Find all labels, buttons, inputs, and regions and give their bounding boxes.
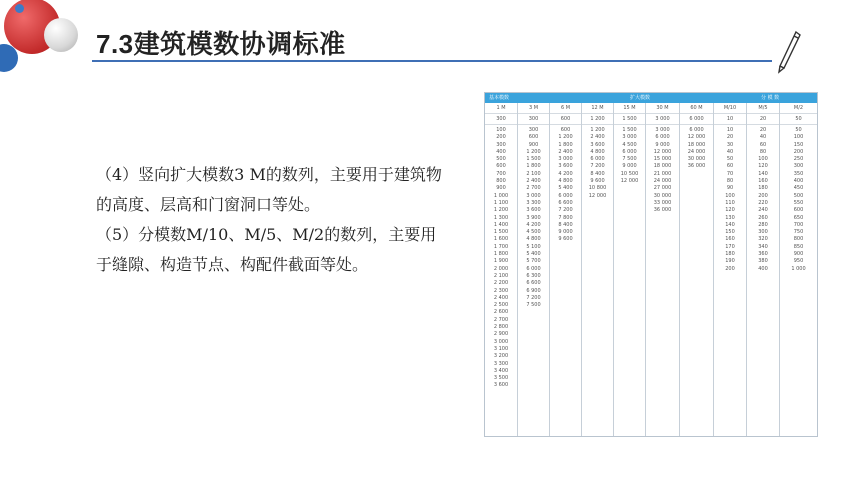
table-cell: 550 bbox=[793, 199, 804, 206]
table-cell: 2 400 bbox=[526, 178, 541, 185]
table-cell: 4 800 bbox=[558, 178, 573, 185]
table-cell: 100 bbox=[496, 127, 506, 133]
decorative-blue-dot bbox=[15, 4, 24, 13]
table-cell: 3 900 bbox=[526, 214, 541, 221]
column-values bbox=[550, 125, 581, 244]
table-cell: 700 bbox=[793, 221, 804, 228]
table-cell: 2 600 bbox=[493, 309, 509, 316]
paragraph-vertical-module: （4）竖向扩大模数3 M的数列，主要用于建筑物的高度、层高和门窗洞口等处。 bbox=[96, 165, 442, 214]
table-cell: 130 bbox=[725, 214, 735, 221]
table-cell: 12 000 bbox=[588, 192, 607, 199]
table-cell: 2 400 bbox=[493, 294, 509, 301]
table-cell: 4 500 bbox=[622, 141, 637, 148]
pencil-icon bbox=[776, 30, 802, 74]
table-cell: 50 bbox=[726, 156, 734, 163]
table-cell: 9 600 bbox=[590, 178, 605, 185]
group-header-sub: 分 模 数 bbox=[761, 95, 780, 101]
table-cell: 1 800 bbox=[493, 251, 509, 258]
column-header: 30 M bbox=[646, 103, 679, 114]
table-cell: 140 bbox=[758, 170, 768, 177]
table-cell: 500 bbox=[496, 156, 506, 163]
table-cell: 5 400 bbox=[526, 251, 541, 258]
table-cell: 4 500 bbox=[526, 229, 541, 236]
table-cell: 450 bbox=[793, 185, 804, 192]
table-cell: 18 000 bbox=[653, 163, 672, 170]
table-column bbox=[713, 103, 746, 436]
table-cell: 3 500 bbox=[493, 375, 509, 382]
column-header: M/10 bbox=[714, 103, 746, 114]
table-cell: 3 000 bbox=[526, 192, 541, 199]
table-cell: 70 bbox=[726, 170, 734, 177]
table-cell: 300 bbox=[528, 127, 539, 133]
table-cell: 300 bbox=[793, 163, 804, 170]
column-values bbox=[680, 125, 713, 171]
column-header: 3 M bbox=[518, 103, 549, 114]
table-cell: 250 bbox=[793, 156, 804, 163]
table-cell: 7 200 bbox=[526, 294, 541, 301]
table-cell: 900 bbox=[528, 141, 539, 148]
table-cell: 1 200 bbox=[493, 207, 509, 214]
table-cell: 36 000 bbox=[687, 163, 706, 170]
table-cell: 120 bbox=[758, 163, 768, 170]
table-cell: 6 000 bbox=[689, 127, 704, 133]
table-cell: 2 700 bbox=[493, 316, 509, 323]
table-cell: 200 bbox=[725, 265, 735, 272]
table-cell: 220 bbox=[758, 199, 768, 206]
table-cell: 20 bbox=[759, 127, 767, 133]
table-cell: 7 200 bbox=[558, 207, 573, 214]
table-cell: 10 500 bbox=[620, 170, 639, 177]
table-cell: 30 bbox=[726, 141, 734, 148]
table-cell: 800 bbox=[496, 178, 506, 185]
table-cell: 21 000 bbox=[653, 170, 672, 177]
table-cell: 1 200 bbox=[526, 148, 541, 155]
column-base-value: 300 bbox=[485, 114, 517, 125]
table-cell: 4 800 bbox=[526, 236, 541, 243]
table-cell: 2 000 bbox=[493, 265, 509, 272]
table-cell: 150 bbox=[725, 229, 735, 236]
table-cell: 7 200 bbox=[590, 163, 605, 170]
table-cell: 260 bbox=[758, 214, 768, 221]
table-cell: 1 700 bbox=[493, 243, 509, 250]
table-cell: 30 000 bbox=[653, 192, 672, 199]
table-cell: 1 300 bbox=[493, 214, 509, 221]
table-cell: 100 bbox=[793, 134, 804, 141]
table-cell: 2 400 bbox=[558, 148, 573, 155]
column-base-value: 300 bbox=[518, 114, 549, 125]
table-cell: 600 bbox=[528, 134, 539, 141]
table-cell: 3 000 bbox=[622, 134, 637, 141]
table-cell: 350 bbox=[793, 170, 804, 177]
table-cell: 500 bbox=[793, 192, 804, 199]
table-cell: 4 200 bbox=[526, 221, 541, 228]
table-cell: 1 800 bbox=[558, 141, 573, 148]
column-base-value: 20 bbox=[747, 114, 779, 125]
table-cell: 33 000 bbox=[653, 199, 672, 206]
table-cell: 360 bbox=[758, 251, 768, 258]
column-base-value: 3 000 bbox=[646, 114, 679, 125]
table-cell: 110 bbox=[725, 199, 735, 206]
table-cell: 2 500 bbox=[493, 302, 509, 309]
table-cell: 1 200 bbox=[590, 127, 605, 133]
table-cell: 180 bbox=[725, 251, 735, 258]
table-cell: 6 900 bbox=[526, 287, 541, 294]
table-cell: 1 400 bbox=[493, 221, 509, 228]
paragraph-sub-module: （5）分模数M/10、M/5、M/2的数列，主要用于缝隙、构造节点、构配件截面等处。 bbox=[96, 225, 437, 274]
table-cell: 3 600 bbox=[558, 163, 573, 170]
table-cell: 1 000 bbox=[791, 265, 806, 272]
body-text bbox=[96, 160, 446, 280]
table-cell: 150 bbox=[793, 141, 804, 148]
table-cell: 800 bbox=[793, 236, 804, 243]
table-cell: 50 bbox=[795, 127, 802, 133]
table-cell: 4 200 bbox=[558, 170, 573, 177]
column-values bbox=[780, 125, 817, 273]
table-cell: 1 600 bbox=[493, 236, 509, 243]
title-underline bbox=[92, 60, 772, 62]
table-cell: 170 bbox=[725, 243, 735, 250]
table-cell: 60 bbox=[726, 163, 734, 170]
table-cell: 60 bbox=[759, 141, 767, 148]
column-values bbox=[518, 125, 549, 309]
table-cell: 750 bbox=[793, 229, 804, 236]
table-cell: 180 bbox=[758, 185, 768, 192]
table-cell: 650 bbox=[793, 214, 804, 221]
table-cell: 600 bbox=[560, 127, 571, 133]
table-cell: 1 900 bbox=[493, 258, 509, 265]
column-values bbox=[582, 125, 613, 200]
table-cell: 40 bbox=[759, 134, 767, 141]
table-cell: 100 bbox=[758, 156, 768, 163]
column-header: 15 M bbox=[614, 103, 645, 114]
table-cell: 2 100 bbox=[493, 272, 509, 279]
table-cell: 12 000 bbox=[620, 178, 639, 185]
table-cell: 3 000 bbox=[558, 156, 573, 163]
table-cell: 2 400 bbox=[590, 134, 605, 141]
table-cell: 3 200 bbox=[493, 353, 509, 360]
table-cell: 100 bbox=[725, 192, 735, 199]
column-base-value: 1 500 bbox=[614, 114, 645, 125]
table-cell: 6 000 bbox=[558, 192, 573, 199]
column-header: 60 M bbox=[680, 103, 713, 114]
table-cell: 80 bbox=[726, 178, 734, 185]
table-cell: 6 300 bbox=[526, 272, 541, 279]
table-column bbox=[679, 103, 713, 436]
table-cell: 6 600 bbox=[526, 280, 541, 287]
table-cell: 3 600 bbox=[590, 141, 605, 148]
table-cell: 850 bbox=[793, 243, 804, 250]
table-cell: 3 300 bbox=[526, 199, 541, 206]
column-header: M/5 bbox=[747, 103, 779, 114]
table-cell: 9 000 bbox=[655, 141, 670, 148]
table-cell: 200 bbox=[793, 148, 804, 155]
table-cell: 2 900 bbox=[493, 331, 509, 338]
table-column bbox=[485, 103, 517, 436]
table-column bbox=[645, 103, 679, 436]
table-cell: 300 bbox=[758, 229, 768, 236]
table-cell: 340 bbox=[758, 243, 768, 250]
table-cell: 80 bbox=[759, 148, 767, 155]
table-cell: 380 bbox=[758, 258, 768, 265]
table-cell: 700 bbox=[496, 170, 506, 177]
table-column bbox=[613, 103, 645, 436]
table-cell: 300 bbox=[496, 141, 506, 148]
column-values bbox=[646, 125, 679, 215]
table-cell: 200 bbox=[758, 192, 768, 199]
column-header: 1 M bbox=[485, 103, 517, 114]
column-base-value: 1 200 bbox=[582, 114, 613, 125]
table-cell: 8 400 bbox=[558, 221, 573, 228]
column-values bbox=[485, 125, 517, 390]
table-cell: 140 bbox=[725, 221, 735, 228]
slide-title: 7.3建筑模数协调标准 bbox=[96, 29, 346, 59]
table-cell: 600 bbox=[793, 207, 804, 214]
table-cell: 160 bbox=[725, 236, 735, 243]
table-cell: 4 800 bbox=[590, 148, 605, 155]
table-cell: 3 300 bbox=[493, 360, 509, 367]
table-cell: 6 000 bbox=[655, 134, 670, 141]
table-cell: 2 100 bbox=[526, 170, 541, 177]
table-column bbox=[517, 103, 549, 436]
table-cell: 120 bbox=[725, 207, 735, 214]
table-cell: 200 bbox=[496, 134, 506, 141]
table-cell: 320 bbox=[758, 236, 768, 243]
table-cell: 400 bbox=[793, 178, 804, 185]
table-cell: 27 000 bbox=[653, 185, 672, 192]
column-base-value: 50 bbox=[780, 114, 817, 125]
table-cell: 7 500 bbox=[622, 156, 637, 163]
table-cell: 2 300 bbox=[493, 287, 509, 294]
table-header-band bbox=[485, 93, 817, 103]
table-cell: 6 000 bbox=[622, 148, 637, 155]
table-cell: 40 bbox=[726, 148, 734, 155]
table-cell: 1 800 bbox=[526, 163, 541, 170]
decorative-gray-circle bbox=[44, 18, 78, 52]
table-cell: 2 200 bbox=[493, 280, 509, 287]
table-cell: 24 000 bbox=[653, 178, 672, 185]
module-table bbox=[484, 92, 818, 437]
table-cell: 5 100 bbox=[526, 243, 541, 250]
table-cell: 12 000 bbox=[687, 134, 706, 141]
table-cell: 10 bbox=[726, 127, 734, 133]
column-base-value: 600 bbox=[550, 114, 581, 125]
table-cell: 9 600 bbox=[558, 236, 573, 243]
table-cell: 5 400 bbox=[558, 185, 573, 192]
table-cell: 190 bbox=[725, 258, 735, 265]
table-cell: 900 bbox=[496, 185, 506, 192]
table-cell: 400 bbox=[758, 265, 768, 272]
table-cell: 240 bbox=[758, 207, 768, 214]
table-cell: 18 000 bbox=[687, 141, 706, 148]
table-cell: 950 bbox=[793, 258, 804, 265]
column-base-value: 10 bbox=[714, 114, 746, 125]
table-cell: 9 000 bbox=[558, 229, 573, 236]
table-cell: 20 bbox=[726, 134, 734, 141]
column-base-value: 6 000 bbox=[680, 114, 713, 125]
table-cell: 160 bbox=[758, 178, 768, 185]
table-cell: 3 000 bbox=[655, 127, 670, 133]
table-cell: 8 400 bbox=[590, 170, 605, 177]
table-cell: 2 700 bbox=[526, 185, 541, 192]
table-cell: 7 500 bbox=[526, 302, 541, 309]
table-cell: 6 000 bbox=[526, 265, 541, 272]
column-values bbox=[614, 125, 645, 185]
table-column bbox=[549, 103, 581, 436]
column-values bbox=[747, 125, 779, 273]
table-cell: 10 800 bbox=[588, 185, 607, 192]
table-cell: 7 800 bbox=[558, 214, 573, 221]
table-cell: 30 000 bbox=[687, 156, 706, 163]
column-header: 12 M bbox=[582, 103, 613, 114]
table-cell: 1 000 bbox=[493, 192, 509, 199]
table-cell: 280 bbox=[758, 221, 768, 228]
table-cell: 24 000 bbox=[687, 148, 706, 155]
table-column bbox=[746, 103, 779, 436]
table-cell: 3 000 bbox=[493, 338, 509, 345]
group-header-expanded: 扩大模数 bbox=[630, 95, 651, 101]
table-cell: 2 800 bbox=[493, 324, 509, 331]
table-cell: 400 bbox=[496, 148, 506, 155]
table-cell: 3 600 bbox=[493, 382, 509, 389]
table-cell: 1 500 bbox=[493, 229, 509, 236]
table-cell: 3 600 bbox=[526, 207, 541, 214]
table-cell: 90 bbox=[726, 185, 734, 192]
table-cell: 1 200 bbox=[558, 134, 573, 141]
table-cell: 1 500 bbox=[622, 127, 637, 133]
table-cell: 600 bbox=[496, 163, 506, 170]
group-header-basic: 基本模数 bbox=[489, 95, 510, 101]
table-cell: 6 600 bbox=[558, 199, 573, 206]
table-cell: 3 100 bbox=[493, 345, 509, 352]
column-header: M/2 bbox=[780, 103, 817, 114]
table-cell: 5 700 bbox=[526, 258, 541, 265]
table-cell: 1 500 bbox=[526, 156, 541, 163]
table-cell: 12 000 bbox=[653, 148, 672, 155]
table-cell: 900 bbox=[793, 251, 804, 258]
column-values bbox=[714, 125, 746, 273]
table-column bbox=[581, 103, 613, 436]
table-cell: 6 000 bbox=[590, 156, 605, 163]
table-column bbox=[779, 103, 817, 436]
table-cell: 3 400 bbox=[493, 367, 509, 374]
table-cell: 15 000 bbox=[653, 156, 672, 163]
table-cell: 1 100 bbox=[493, 199, 509, 206]
table-cell: 9 000 bbox=[622, 163, 637, 170]
table-cell: 36 000 bbox=[653, 207, 672, 214]
column-header: 6 M bbox=[550, 103, 581, 114]
